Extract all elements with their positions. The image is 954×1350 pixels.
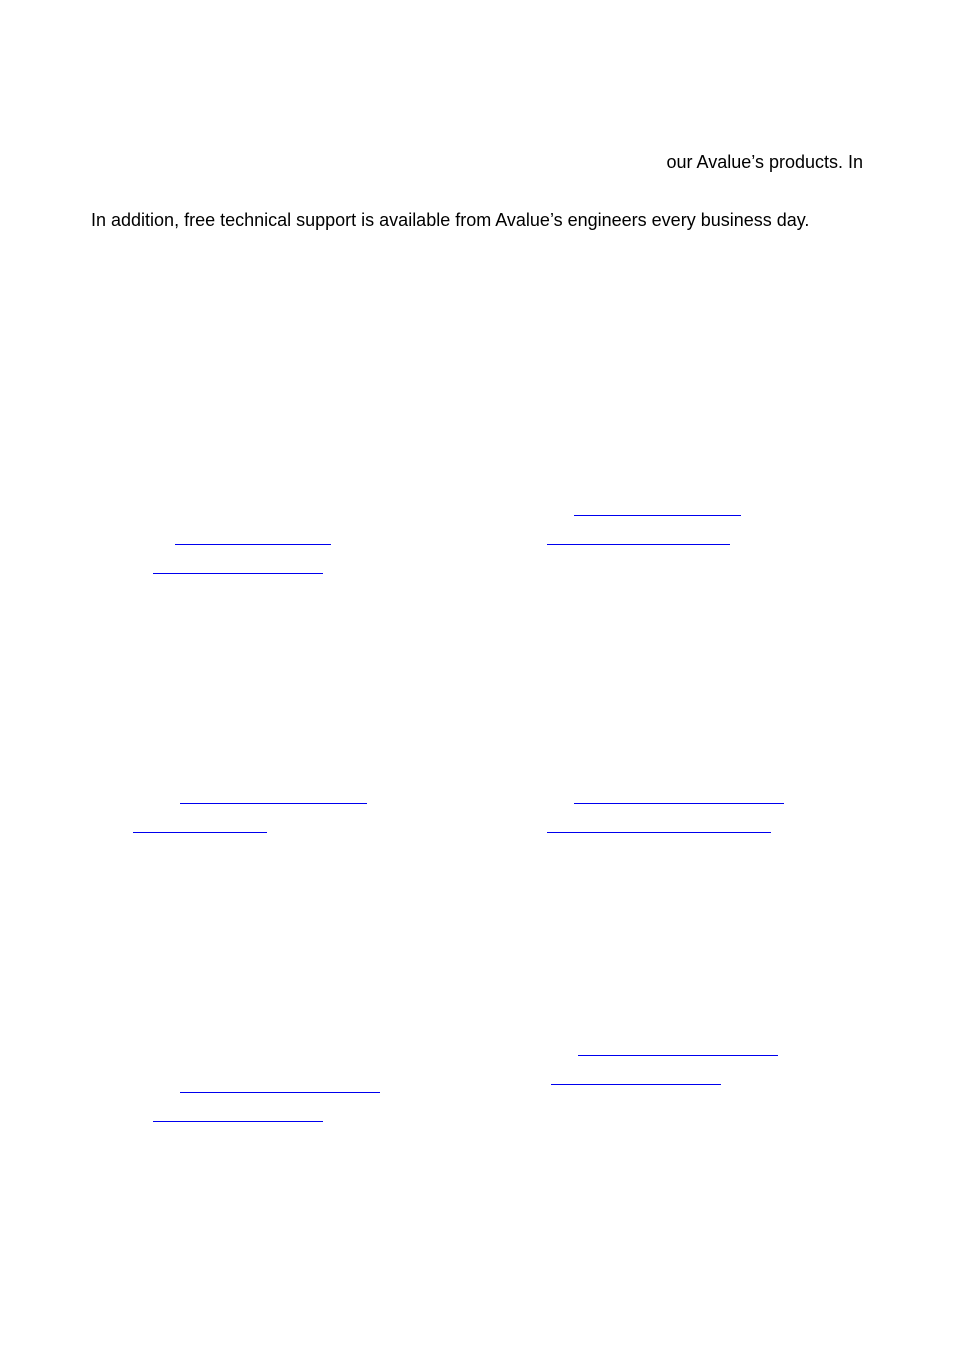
contact-link-1-right-top[interactable] <box>574 515 741 516</box>
contact-link-1-right-middle[interactable] <box>547 544 730 545</box>
contact-link-2-left-top[interactable] <box>180 803 367 804</box>
technical-support-sentence: In addition, free technical support is available from Avalue’s engineers every business day. <box>91 210 810 230</box>
contact-link-2-right-bottom[interactable] <box>547 832 771 833</box>
contact-link-3-left-middle[interactable] <box>180 1092 380 1093</box>
contact-link-1-left-bottom[interactable] <box>153 573 323 574</box>
contact-link-2-right-top[interactable] <box>574 803 784 804</box>
contact-link-3-right-middle[interactable] <box>551 1084 721 1085</box>
contact-link-3-left-bottom[interactable] <box>153 1121 323 1122</box>
contact-link-2-left-bottom[interactable] <box>133 832 267 833</box>
contact-link-3-right-top[interactable] <box>578 1055 778 1056</box>
contact-link-1-left-middle[interactable] <box>175 544 331 545</box>
intro-paragraph-fragment: our Avalue’s products. In <box>666 152 863 172</box>
